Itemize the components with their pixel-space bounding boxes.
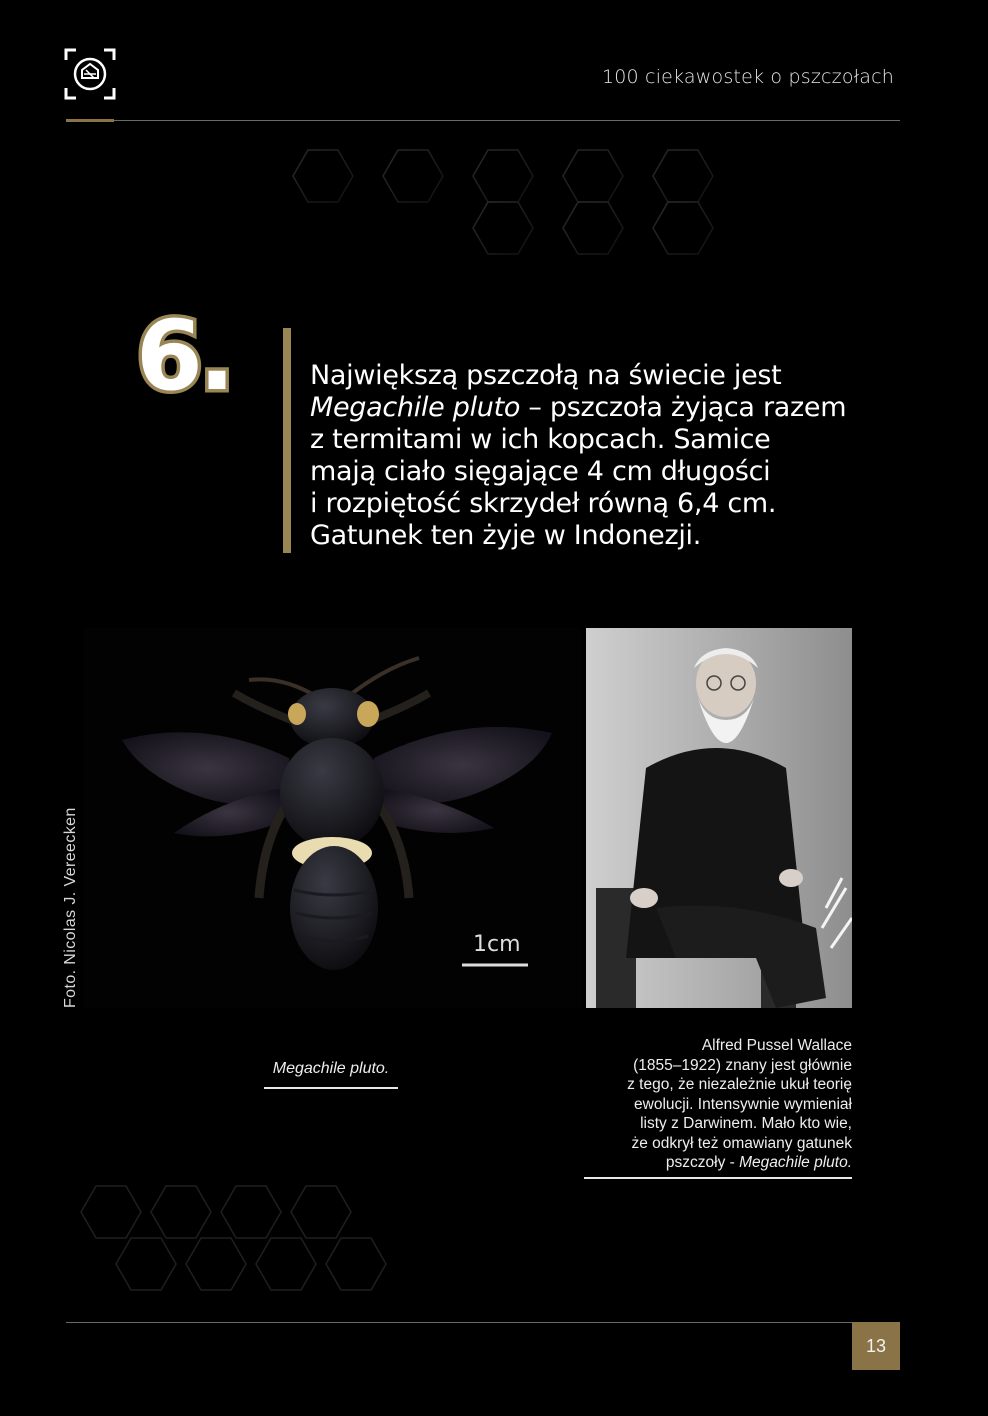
book-title: 100 ciekawostek o pszczołach — [601, 66, 894, 88]
fact-line: z termitami w ich kopcach. Samice — [310, 424, 771, 455]
quote-accent-bar — [283, 328, 291, 553]
page-number: 13 — [865, 1335, 887, 1356]
footer-divider — [66, 1322, 900, 1323]
fact-line: Największą pszczołą na świecie jest — [310, 360, 782, 391]
fact-number: 6. — [136, 300, 232, 412]
fact-line: Megachile pluto – pszczoła żyjąca razem — [310, 392, 847, 423]
fact-text — [310, 360, 850, 552]
wallace-portrait-photo — [586, 628, 852, 1008]
header-accent — [66, 119, 114, 122]
fact-line: Gatunek ten żyje w Indonezji. — [310, 520, 702, 551]
bee-caption: Megachile pluto. — [272, 1060, 390, 1077]
bee-photo — [84, 628, 582, 1008]
wallace-caption-underline — [584, 1177, 852, 1179]
honeycomb-decoration-top — [278, 140, 778, 280]
caption-line: pszczoły - Megachile pluto. — [665, 1154, 852, 1171]
beehive-frame-icon — [64, 48, 116, 100]
species-name: Megachile pluto. — [739, 1154, 852, 1171]
caption-line: ewolucji. Intensywnie wymieniał — [634, 1095, 852, 1113]
fact-line: i rozpiętość skrzydeł równą 6,4 cm. — [310, 488, 777, 519]
bee-caption-underline — [264, 1087, 398, 1089]
header-divider — [66, 120, 900, 121]
wallace-caption — [584, 1036, 852, 1173]
photo-credit: Foto. Nicolas J. Vereecken — [62, 807, 79, 1008]
caption-line: (1855–1922) znany jest głównie — [633, 1056, 852, 1074]
caption-line: z tego, że niezależnie ukuł teorię — [627, 1076, 852, 1093]
honeycomb-decoration-bottom — [66, 1178, 476, 1298]
page-number-box — [852, 1322, 900, 1370]
caption-line: listy z Darwinem. Mało kto wie, — [640, 1115, 852, 1132]
species-name: Megachile pluto — [310, 392, 521, 423]
scale-label: 1cm — [473, 932, 521, 957]
caption-line: Alfred Pussel Wallace — [701, 1037, 852, 1054]
fact-line: mają ciało sięgające 4 cm długości — [310, 456, 771, 487]
caption-line: że odkrył też omawiany gatunek — [631, 1134, 852, 1152]
